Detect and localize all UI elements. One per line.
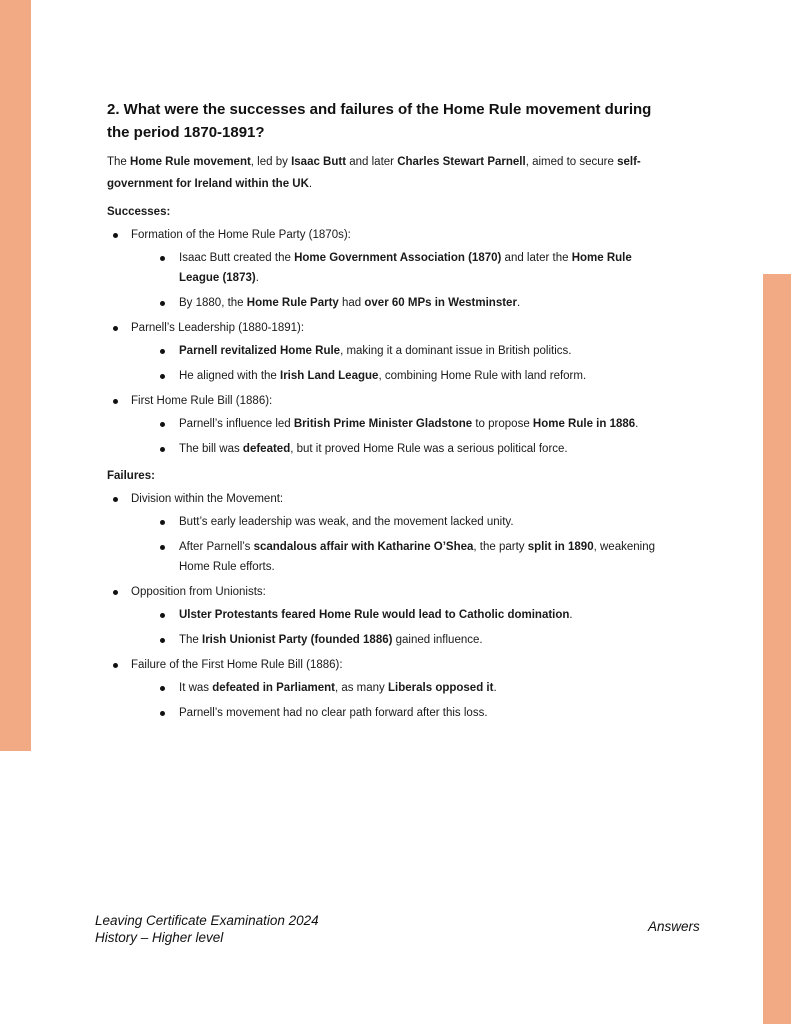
question-heading <box>107 98 667 144</box>
sub-list-item <box>131 605 667 625</box>
list-item <box>107 227 667 313</box>
item-label: Division within the Movement: <box>131 493 284 505</box>
item-text: After Parnell’s <box>179 541 254 553</box>
right-accent-bar <box>763 274 791 1024</box>
bullet-icon <box>160 613 165 618</box>
item-bold: Liberals opposed it <box>388 682 494 694</box>
item-text: , making it a dominant issue in British politics. <box>340 345 572 357</box>
bullet-icon <box>113 233 118 238</box>
list-item <box>107 320 667 386</box>
list-item <box>107 657 667 723</box>
sub-list-item <box>131 630 667 650</box>
item-text: Butt’s early leadership was weak, and the movement lacked unity. <box>179 516 514 528</box>
item-label: Opposition from Unionists: <box>131 586 266 598</box>
item-text: By 1880, the <box>179 297 247 309</box>
intro-paragraph <box>107 151 667 195</box>
heading-line-1: 2. What were the successes and failures of the Home Rule movement during <box>107 101 652 118</box>
item-label: Failure of the First Home Rule Bill (1886): <box>131 659 343 671</box>
item-bold: Home Government Association (1870) <box>294 252 502 264</box>
item-text: , as many <box>334 682 389 694</box>
sub-list <box>131 414 667 459</box>
bullet-icon <box>113 497 118 502</box>
item-bold: Irish Unionist Party (founded 1886) <box>202 634 393 646</box>
left-accent-bar <box>0 0 31 751</box>
item-bold: defeated <box>242 443 291 455</box>
item-text: , but it proved Home Rule was a serious political force. <box>290 443 568 455</box>
bullet-icon <box>113 663 118 668</box>
sub-list <box>131 341 667 386</box>
item-text: gained influence. <box>392 634 483 646</box>
item-text: The bill was <box>179 443 243 455</box>
item-text: , weakening Home Rule efforts. <box>179 541 655 573</box>
item-bold: scandalous affair with Katharine O’Shea <box>253 541 474 553</box>
item-text: . <box>635 418 639 430</box>
sub-list-item <box>131 703 667 723</box>
item-label: Formation of the Home Rule Party (1870s): <box>131 229 351 241</box>
item-text: , combining Home Rule with land reform. <box>378 370 587 382</box>
item-text: Parnell’s influence led <box>179 418 294 430</box>
item-text: It was <box>179 682 213 694</box>
item-label: First Home Rule Bill (1886): <box>131 395 273 407</box>
intro-bold: Home Rule movement <box>130 156 251 168</box>
failures-list <box>107 491 667 723</box>
intro-bold: self-government for Ireland within the UK <box>107 156 641 190</box>
item-text: He aligned with the <box>179 370 281 382</box>
intro-text: and later <box>346 156 398 168</box>
footer-subject-level: History – Higher level <box>95 930 224 945</box>
item-label: Parnell’s Leadership (1880-1891): <box>131 322 305 334</box>
item-text: Parnell’s movement had no clear path forward after this loss. <box>179 707 488 719</box>
intro-text: . <box>308 178 313 190</box>
sub-list-item <box>131 512 667 532</box>
item-bold: Irish Land League <box>280 370 379 382</box>
footer-exam-info <box>95 912 319 946</box>
bullet-icon <box>160 349 165 354</box>
bullet-icon <box>113 399 118 404</box>
item-bold: over 60 MPs in Westminster <box>364 297 517 309</box>
bullet-icon <box>160 686 165 691</box>
sub-list-item <box>131 439 667 459</box>
intro-text: , led by <box>250 156 292 168</box>
successes-list <box>107 227 667 459</box>
item-bold: British Prime Minister Gladstone <box>293 418 473 430</box>
list-item <box>107 584 667 650</box>
sub-list-item <box>131 248 667 288</box>
item-text: . <box>516 297 521 309</box>
item-bold: Ulster Protestants feared Home Rule would lead to Catholic domination <box>179 609 570 621</box>
intro-bold: Charles Stewart Parnell <box>397 156 526 168</box>
intro-text: , aimed to secure <box>525 156 618 168</box>
list-item <box>107 393 667 459</box>
item-text: . <box>255 272 259 284</box>
intro-bold: Isaac Butt <box>291 156 347 168</box>
item-text: . <box>493 682 497 694</box>
item-text: The <box>179 634 203 646</box>
item-text: . <box>569 609 573 621</box>
item-bold: Parnell revitalized Home Rule <box>179 345 341 357</box>
bullet-icon <box>160 422 165 427</box>
sub-list <box>131 512 667 577</box>
bullet-icon <box>160 447 165 452</box>
answer-content <box>107 98 667 723</box>
successes-title: Successes: <box>107 206 171 218</box>
sub-list <box>131 248 667 313</box>
bullet-icon <box>160 256 165 261</box>
item-text: and later the <box>501 252 572 264</box>
bullet-icon <box>113 326 118 331</box>
item-text: Isaac Butt created the <box>179 252 295 264</box>
heading-line-2: the period 1870-1891? <box>107 124 265 141</box>
sub-list <box>131 678 667 723</box>
item-text: to propose <box>472 418 533 430</box>
list-item <box>107 491 667 577</box>
footer-answers-label: Answers <box>648 919 700 934</box>
sub-list-item <box>131 414 667 434</box>
bullet-icon <box>160 711 165 716</box>
item-text: , the party <box>473 541 528 553</box>
sub-list-item <box>131 366 667 386</box>
item-bold: defeated in Parliament <box>212 682 335 694</box>
bullet-icon <box>113 590 118 595</box>
failures-title: Failures: <box>107 470 155 482</box>
bullet-icon <box>160 545 165 550</box>
sub-list <box>131 605 667 650</box>
item-bold: Home Rule Party <box>246 297 339 309</box>
bullet-icon <box>160 520 165 525</box>
footer-exam-title: Leaving Certificate Examination 2024 <box>95 913 319 928</box>
sub-list-item <box>131 293 667 313</box>
bullet-icon <box>160 638 165 643</box>
sub-list-item <box>131 341 667 361</box>
bullet-icon <box>160 301 165 306</box>
sub-list-item <box>131 678 667 698</box>
bullet-icon <box>160 374 165 379</box>
sub-list-item <box>131 537 667 577</box>
item-text: had <box>338 297 365 309</box>
item-bold: split in 1890 <box>527 541 594 553</box>
item-bold: Home Rule in 1886 <box>532 418 636 430</box>
item-bold: Home Rule League (1873) <box>179 252 632 284</box>
intro-text: The <box>107 156 131 168</box>
